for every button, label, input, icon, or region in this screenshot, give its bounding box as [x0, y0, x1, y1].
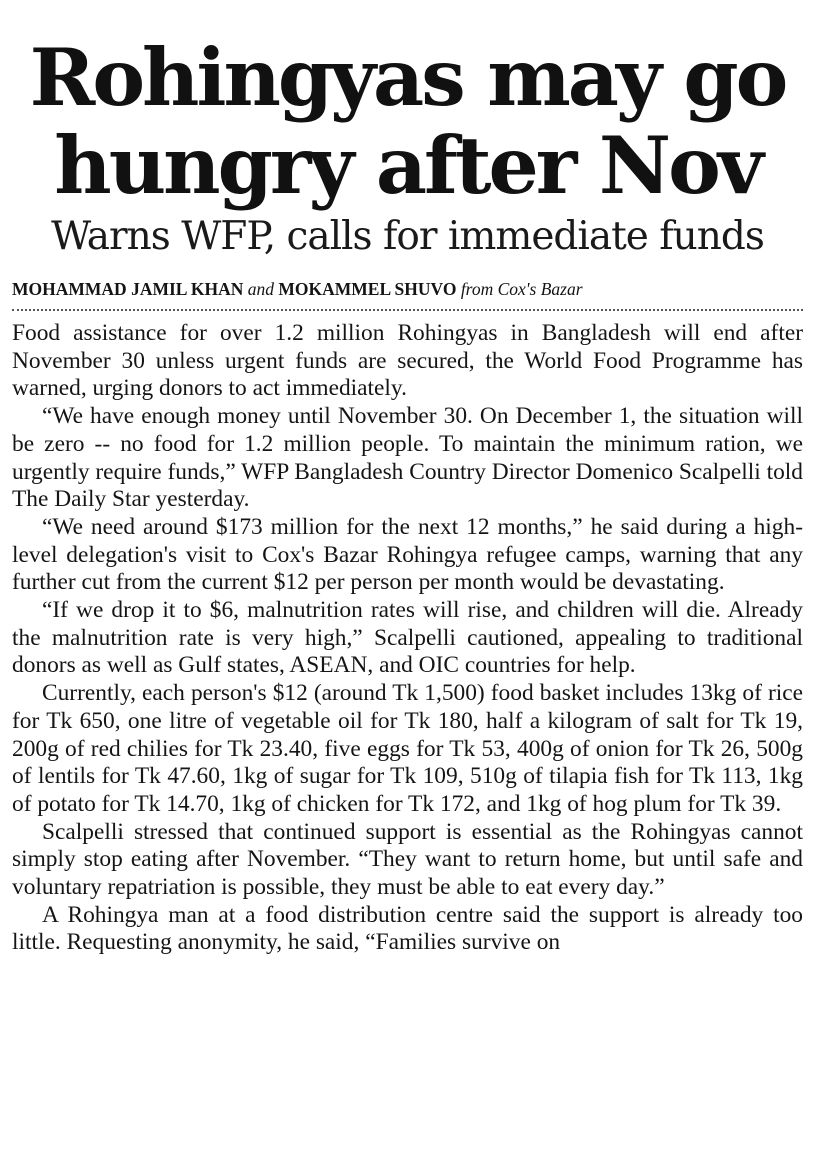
body-paragraph: “We need around $173 million for the next 12 months,” he said during a high-level delegation's visit to Cox's Bazar Rohingya refugee camps, warning that any further cut from the current $12 per person per month would be devastating. — [12, 513, 803, 596]
body-paragraph: Food assistance for over 1.2 million Rohingyas in Bangladesh will end after November 30 unless urgent funds are secured, the World Food Programme has warned, urging donors to act immediately. — [12, 320, 803, 402]
headline: Rohingyas may go hungry after Nov — [29, 31, 786, 212]
article-body — [12, 320, 803, 957]
body-paragraph: “If we drop it to $6, malnutrition rates will rise, and children will die. Already the malnutrition rate is very high,” Scalpelli cautioned, appealing to traditional donors as well as Gulf states, ASEAN, and OIC countries for help. — [12, 597, 803, 679]
body-paragraph: Currently, each person's $12 (around Tk 1,500) food basket includes 13kg of rice for Tk 650, one litre of vegetable oil for Tk 180, half a kilogram of salt for Tk 19, 200g of red chilies for Tk 23.40, five eggs for Tk 53, 400g of onion for Tk 26, 500g of lentils for Tk 47.60, 1kg of sugar for Tk 109, 510g of tilapia fish for Tk 113, 1kg of potato for Tk 14.70, 1kg of chicken for Tk 172, and 1kg of hog plum for Tk 39. — [12, 680, 803, 817]
body-paragraph: A Rohingya man at a food distribution centre said the support is already too little. Requesting anonymity, he said, “Families survive on — [12, 901, 803, 956]
subheadline: Warns WFP, calls for immediate funds — [51, 214, 764, 259]
article-page — [12, 0, 803, 957]
body-paragraph: “We have enough money until November 30. On December 1, the situation will be zero -- no food for 1.2 million people. To maintain the minimum ration, we urgently require funds,” WFP Bangladesh Country Director Domenico Scalpelli told The Daily Star yesterday. — [12, 403, 803, 513]
byline-author-1: MOHAMMAD JAMIL KHAN — [12, 279, 244, 299]
body-paragraph: Scalpelli stressed that continued support is essential as the Rohingyas cannot simply stop eating after November. “They want to return home, but until safe and voluntary repatriation is possible, they must be able to eat every day.” — [12, 818, 803, 901]
byline-author-2: MOKAMMEL SHUVO — [278, 279, 457, 299]
byline — [12, 277, 803, 311]
byline-joiner: and — [247, 279, 274, 299]
byline-location: from Cox's Bazar — [460, 279, 583, 299]
